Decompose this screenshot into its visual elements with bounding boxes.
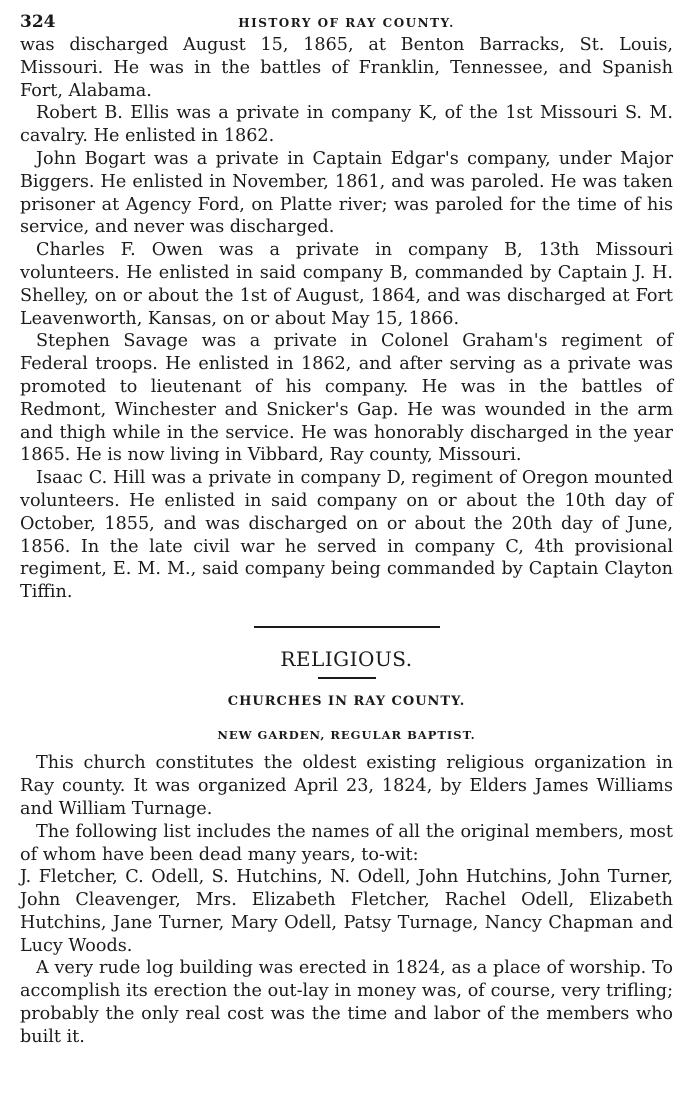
paragraph-isaac-hill: Isaac C. Hill was a private in company D, regiment of Oregon mounted volunteers. He enlisted in said company on or about the 10th day of October, 1855, and was discharged on or about the 20th day of June, 1856. In the late civil war he served in company C, 4th provisional regiment, E. M. M., said company being commanded by Captain Clayton Tiffin.	[20, 468, 673, 603]
paragraph-church-origin: This church constitutes the oldest existing religious organization in Ray county. It was organized April 23, 1824, by Elders James Williams and William Turnage.	[20, 753, 673, 819]
page-number: 324	[20, 12, 56, 32]
section-heading: RELIGIOUS.	[280, 646, 413, 671]
heading-underline	[318, 677, 376, 679]
paragraph-charles-owen: Charles F. Owen was a private in company B, 13th Missouri volunteers. He enlisted in said company B, commanded by Captain J. H. Shelley, on or about the 1st of August, 1864, and was discharged at Fort Leavenworth, Kansas, on or about May 15, 1866.	[20, 240, 673, 329]
section-divider	[254, 626, 440, 628]
paragraph-log-building: A very rude log building was erected in 1824, as a place of worship. To accomplish its erection the out-lay in money was, of course, very trifling; probably the only real cost was the time and labor of the members who built it.	[20, 958, 673, 1047]
paragraph-members-intro: The following list includes the names of all the original members, most of whom have been dead many years, to-wit:	[20, 821, 673, 865]
church-heading: NEW GARDEN, REGULAR BAPTIST.	[217, 727, 476, 742]
paragraph-stephen-savage: Stephen Savage was a private in Colonel Graham's regiment of Federal troops. He enlisted in 1862, and after serving as a private was promoted to lieutenant of his company. He was in the battles of Redmont, Winchester and Snicker's Gap. He was wounded in the arm and thigh while in the service. He was honorably discharged in the year 1865. He is now living in Vibbard, Ray county, Missouri.	[20, 331, 673, 466]
running-head: HISTORY OF RAY COUNTY.	[238, 16, 455, 30]
paragraph-member-list: J. Fletcher, C. Odell, S. Hutchins, N. Odell, John Hutchins, John Turner, John Cleavenger, Mrs. Elizabeth Fletcher, Rachel Odell, Elizabeth Hutchins, Jane Turner, Mary Odell, Patsy Turnage, Nancy Chapman and Lucy Woods.	[20, 867, 673, 956]
body-text	[20, 34, 673, 1049]
sub-heading: CHURCHES IN RAY COUNTY.	[227, 693, 466, 709]
paragraph-continued: was discharged August 15, 1865, at Benton Barracks, St. Louis, Missouri. He was in the battles of Franklin, Tennessee, and Spanish Fort, Alabama.	[20, 35, 673, 101]
paragraph-john-bogart: John Bogart was a private in Captain Edgar's company, under Major Biggers. He enlisted in November, 1861, and was paroled. He was taken prisoner at Agency Ford, on Platte river; was paroled for the time of his service, and never was discharged.	[20, 148, 673, 238]
paragraph-robert-ellis: Robert B. Ellis was a private in company K, of the 1st Missouri S. M. cavalry. He enlisted in 1862.	[20, 103, 673, 147]
page-header	[20, 8, 673, 34]
